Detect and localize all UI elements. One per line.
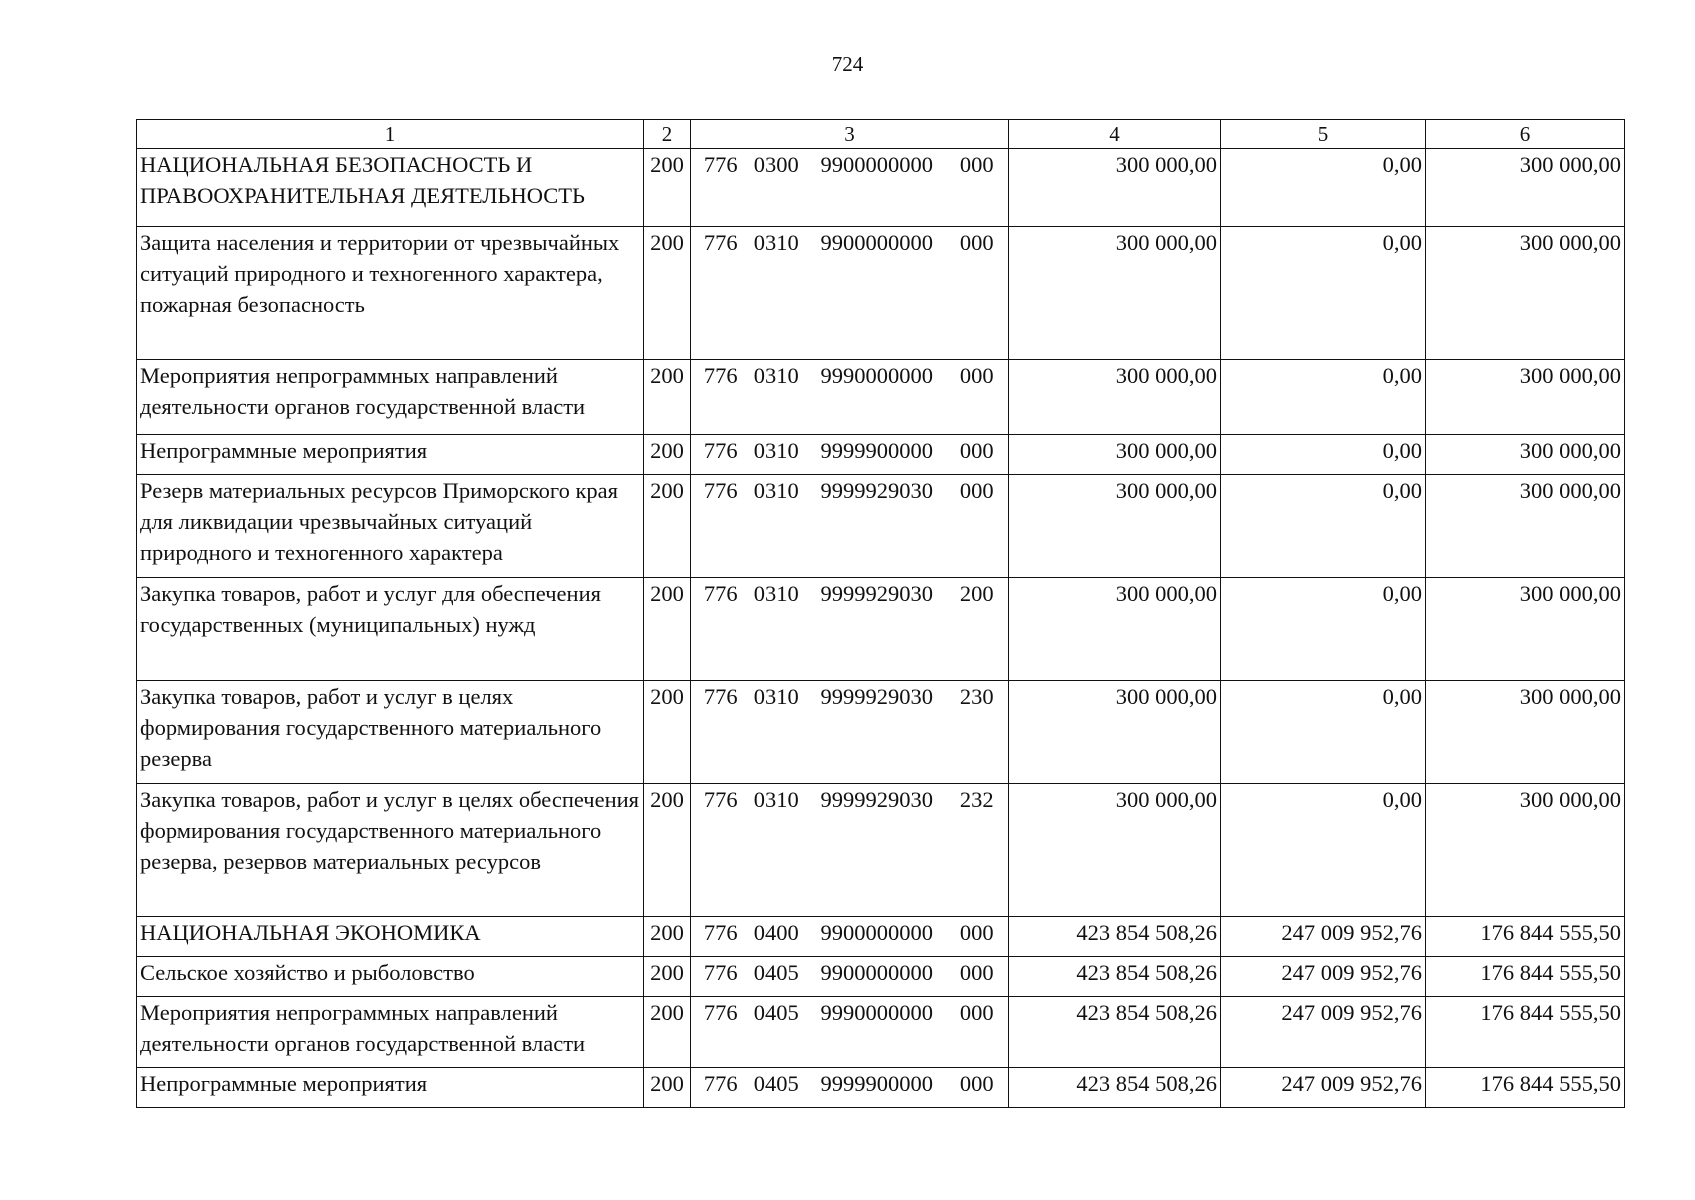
amount-col4: 300 000,00 <box>1009 578 1221 681</box>
target-article-code: 9999900000 <box>820 438 933 463</box>
table-row <box>137 578 1625 681</box>
column-header: 4 <box>1009 120 1221 149</box>
table-row <box>137 149 1625 227</box>
target-article-code: 9999929030 <box>820 581 933 606</box>
amount-col5: 0,00 <box>1221 435 1426 475</box>
row-name: Непрограммные мероприятия <box>137 435 644 475</box>
amount-col5: 247 009 952,76 <box>1221 997 1426 1068</box>
page-number: 724 <box>831 52 864 76</box>
ministry-code: 776 <box>703 1071 738 1096</box>
amount-col6: 300 000,00 <box>1426 360 1625 435</box>
amount-col5: 0,00 <box>1221 360 1426 435</box>
ministry-code: 776 <box>703 684 738 709</box>
amount-col6: 300 000,00 <box>1426 475 1625 578</box>
row-name: НАЦИОНАЛЬНАЯ ЭКОНОМИКА <box>137 917 644 957</box>
row-name: Мероприятия непрограммных направлений деятельности органов государственной власти <box>137 360 644 435</box>
amount-col6: 300 000,00 <box>1426 681 1625 784</box>
target-article-code: 9900000000 <box>820 920 933 945</box>
amount-col6: 176 844 555,50 <box>1426 917 1625 957</box>
row-name: Резерв материальных ресурсов Приморского края для ликвидации чрезвычайных ситуаций природного и техногенного характера <box>137 475 644 578</box>
expense-type-code: 000 <box>959 230 994 255</box>
expense-type-code: 000 <box>959 1000 994 1025</box>
section-code: 0310 <box>753 684 799 709</box>
ministry-code: 776 <box>703 581 738 606</box>
amount-col4: 423 854 508,26 <box>1009 957 1221 997</box>
row-name: Сельское хозяйство и рыболовство <box>137 957 644 997</box>
admin-code: 200 <box>644 435 691 475</box>
expense-type-code: 000 <box>959 960 994 985</box>
table-row <box>137 475 1625 578</box>
amount-col6: 300 000,00 <box>1426 227 1625 360</box>
row-name: Закупка товаров, работ и услуг в целях обеспечения формирования государственного материального резерва, резервов материальных ресурсов <box>137 784 644 917</box>
target-article-code: 9999929030 <box>820 684 933 709</box>
target-article-code: 9900000000 <box>820 960 933 985</box>
expense-type-code: 000 <box>959 1071 994 1096</box>
amount-col4: 423 854 508,26 <box>1009 1068 1221 1108</box>
target-article-code: 9999900000 <box>820 1071 933 1096</box>
amount-col5: 0,00 <box>1221 475 1426 578</box>
table-row <box>137 227 1625 360</box>
section-code: 0310 <box>753 581 799 606</box>
amount-col6: 300 000,00 <box>1426 784 1625 917</box>
amount-col5: 0,00 <box>1221 784 1426 917</box>
amount-col4: 300 000,00 <box>1009 681 1221 784</box>
target-article-code: 9990000000 <box>820 1000 933 1025</box>
amount-col4: 300 000,00 <box>1009 149 1221 227</box>
table-row <box>137 1068 1625 1108</box>
column-header: 1 <box>137 120 644 149</box>
amount-col4: 300 000,00 <box>1009 784 1221 917</box>
ministry-code: 776 <box>703 230 738 255</box>
table-row <box>137 997 1625 1068</box>
target-article-code: 9900000000 <box>820 152 933 177</box>
section-code: 0310 <box>753 363 799 388</box>
expense-type-code: 000 <box>959 478 994 503</box>
table-row <box>137 917 1625 957</box>
ministry-code: 776 <box>703 438 738 463</box>
admin-code: 200 <box>644 957 691 997</box>
amount-col5: 0,00 <box>1221 227 1426 360</box>
expense-type-code: 000 <box>959 363 994 388</box>
table-row <box>137 681 1625 784</box>
section-code: 0310 <box>753 230 799 255</box>
section-code: 0300 <box>753 152 799 177</box>
ministry-code: 776 <box>703 478 738 503</box>
amount-col6: 176 844 555,50 <box>1426 997 1625 1068</box>
amount-col6: 176 844 555,50 <box>1426 957 1625 997</box>
classification-code <box>691 917 1009 957</box>
classification-code <box>691 435 1009 475</box>
row-name: Мероприятия непрограммных направлений деятельности органов государственной власти <box>137 997 644 1068</box>
expense-type-code: 230 <box>959 684 994 709</box>
target-article-code: 9999929030 <box>820 478 933 503</box>
classification-code <box>691 1068 1009 1108</box>
amount-col6: 176 844 555,50 <box>1426 1068 1625 1108</box>
ministry-code: 776 <box>703 152 738 177</box>
column-number-row <box>137 120 1625 149</box>
expense-type-code: 000 <box>959 152 994 177</box>
classification-code <box>691 149 1009 227</box>
section-code: 0405 <box>753 960 799 985</box>
row-name: Непрограммные мероприятия <box>137 1068 644 1108</box>
row-name: Защита населения и территории от чрезвычайных ситуаций природного и техногенного характера, пожарная безопасность <box>137 227 644 360</box>
expense-type-code: 000 <box>959 920 994 945</box>
section-code: 0405 <box>753 1071 799 1096</box>
amount-col5: 247 009 952,76 <box>1221 957 1426 997</box>
classification-code <box>691 227 1009 360</box>
amount-col4: 300 000,00 <box>1009 360 1221 435</box>
admin-code: 200 <box>644 917 691 957</box>
row-name: НАЦИОНАЛЬНАЯ БЕЗОПАСНОСТЬ И ПРАВООХРАНИТЕЛЬНАЯ ДЕЯТЕЛЬНОСТЬ <box>137 149 644 227</box>
column-header: 2 <box>644 120 691 149</box>
classification-code <box>691 360 1009 435</box>
amount-col4: 300 000,00 <box>1009 435 1221 475</box>
admin-code: 200 <box>644 360 691 435</box>
admin-code: 200 <box>644 149 691 227</box>
amount-col5: 247 009 952,76 <box>1221 1068 1426 1108</box>
amount-col5: 247 009 952,76 <box>1221 917 1426 957</box>
row-name: Закупка товаров, работ и услуг для обеспечения государственных (муниципальных) нужд <box>137 578 644 681</box>
section-code: 0310 <box>753 478 799 503</box>
ministry-code: 776 <box>703 920 738 945</box>
amount-col5: 0,00 <box>1221 578 1426 681</box>
target-article-code: 9999929030 <box>820 787 933 812</box>
table-row <box>137 784 1625 917</box>
admin-code: 200 <box>644 784 691 917</box>
admin-code: 200 <box>644 578 691 681</box>
table-row <box>137 360 1625 435</box>
ministry-code: 776 <box>703 787 738 812</box>
amount-col4: 300 000,00 <box>1009 475 1221 578</box>
table-row <box>137 957 1625 997</box>
section-code: 0405 <box>753 1000 799 1025</box>
target-article-code: 9990000000 <box>820 363 933 388</box>
amount-col5: 0,00 <box>1221 149 1426 227</box>
column-header: 6 <box>1426 120 1625 149</box>
admin-code: 200 <box>644 681 691 784</box>
amount-col4: 423 854 508,26 <box>1009 997 1221 1068</box>
expense-type-code: 200 <box>959 581 994 606</box>
target-article-code: 9900000000 <box>820 230 933 255</box>
row-name: Закупка товаров, работ и услуг в целях формирования государственного материального резерва <box>137 681 644 784</box>
admin-code: 200 <box>644 997 691 1068</box>
classification-code <box>691 997 1009 1068</box>
amount-col5: 0,00 <box>1221 681 1426 784</box>
classification-code <box>691 578 1009 681</box>
ministry-code: 776 <box>703 1000 738 1025</box>
admin-code: 200 <box>644 1068 691 1108</box>
classification-code <box>691 475 1009 578</box>
amount-col6: 300 000,00 <box>1426 149 1625 227</box>
admin-code: 200 <box>644 475 691 578</box>
section-code: 0400 <box>753 920 799 945</box>
admin-code: 200 <box>644 227 691 360</box>
budget-table <box>136 119 1625 1108</box>
classification-code <box>691 957 1009 997</box>
expense-type-code: 232 <box>959 787 994 812</box>
amount-col4: 423 854 508,26 <box>1009 917 1221 957</box>
ministry-code: 776 <box>703 960 738 985</box>
column-header: 5 <box>1221 120 1426 149</box>
amount-col6: 300 000,00 <box>1426 578 1625 681</box>
expense-type-code: 000 <box>959 438 994 463</box>
ministry-code: 776 <box>703 363 738 388</box>
classification-code <box>691 784 1009 917</box>
section-code: 0310 <box>753 438 799 463</box>
classification-code <box>691 681 1009 784</box>
section-code: 0310 <box>753 787 799 812</box>
table-row <box>137 435 1625 475</box>
amount-col4: 300 000,00 <box>1009 227 1221 360</box>
amount-col6: 300 000,00 <box>1426 435 1625 475</box>
column-header: 3 <box>691 120 1009 149</box>
